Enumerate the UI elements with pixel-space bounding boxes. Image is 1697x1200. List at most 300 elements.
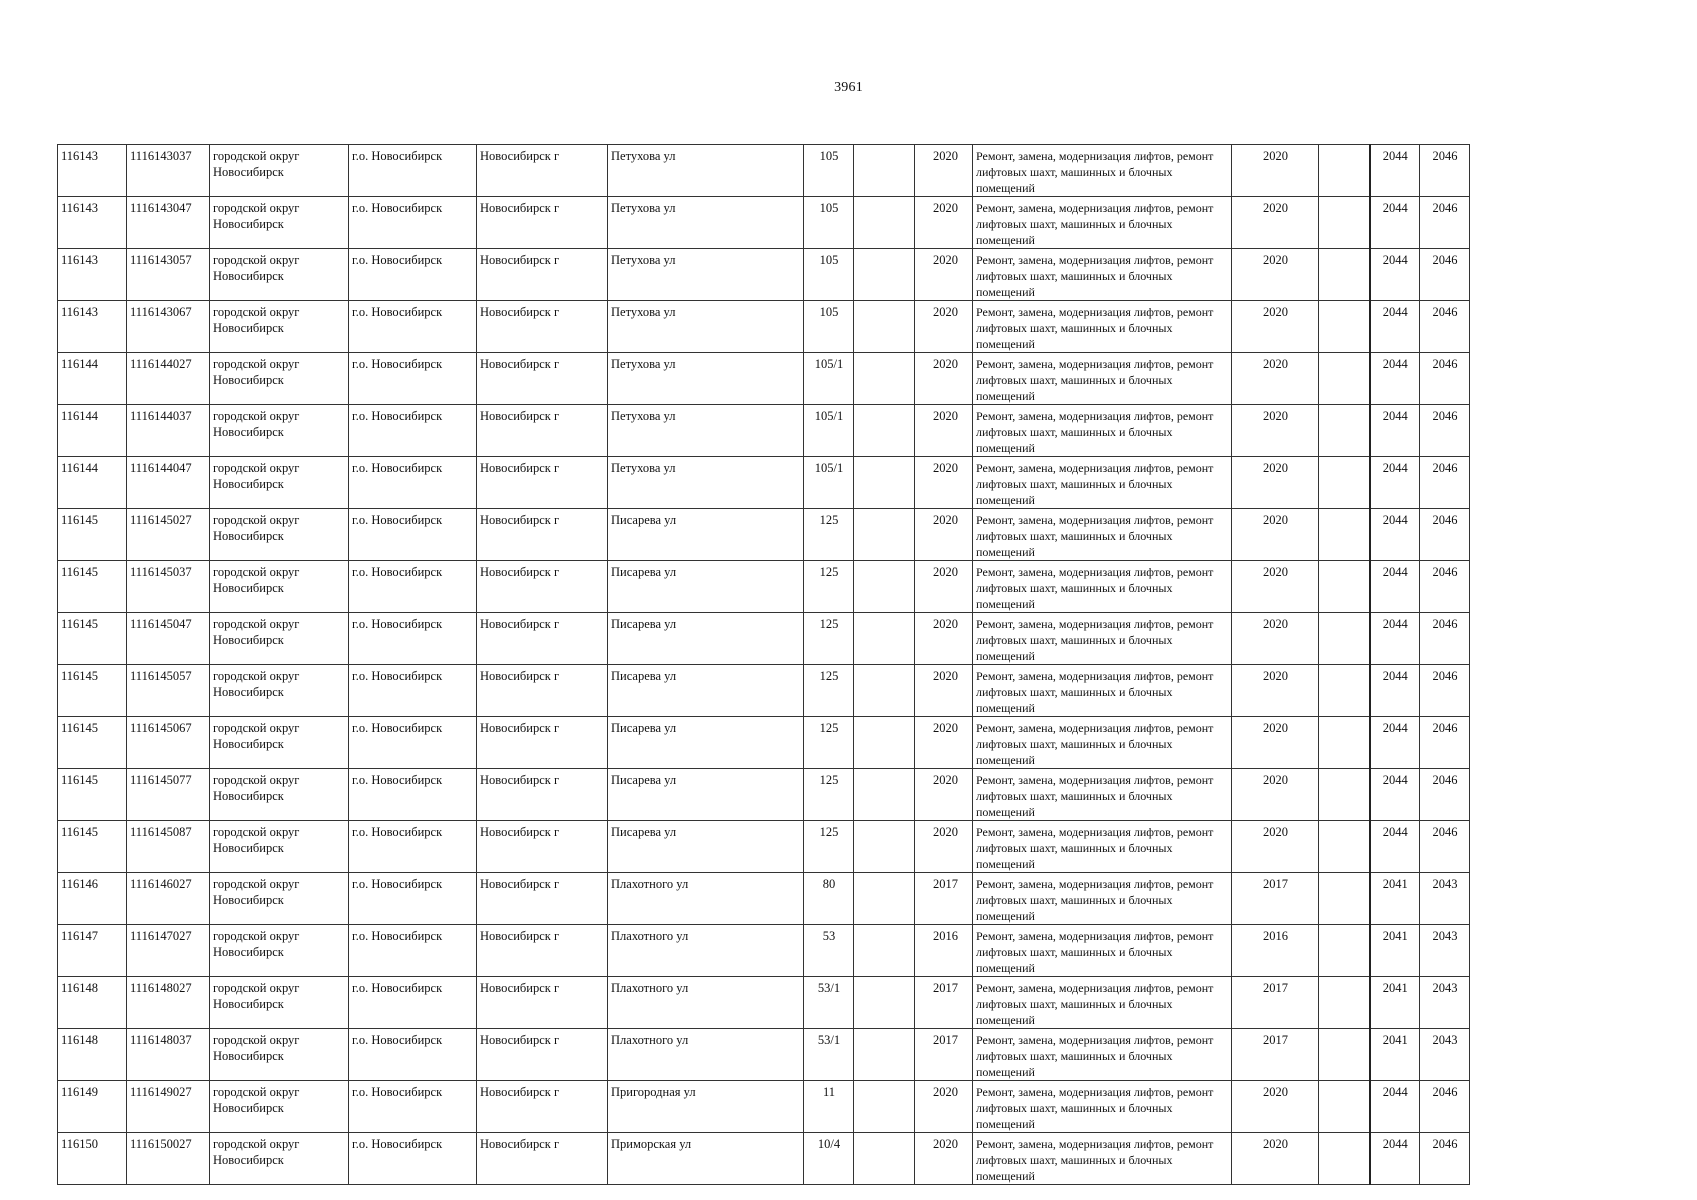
- cell-plan-from: 2044: [1370, 613, 1420, 665]
- cell-work-type: Ремонт, замена, модернизация лифтов, ремонт лифтовых шахт, машинных и блочных помещений: [973, 717, 1232, 769]
- cell-empty: [854, 925, 915, 977]
- cell-city: Новосибирск г: [477, 873, 608, 925]
- table-row: [58, 1133, 1470, 1185]
- cell-id: 116143: [58, 145, 127, 197]
- cell-empty: [1319, 301, 1370, 353]
- cell-district: городской округ Новосибирск: [210, 665, 349, 717]
- cell-year: 2020: [915, 509, 973, 561]
- cell-municipality: г.о. Новосибирск: [349, 977, 477, 1029]
- cell-plan-from: 2044: [1370, 509, 1420, 561]
- cell-municipality: г.о. Новосибирск: [349, 249, 477, 301]
- cell-plan-to: 2046: [1420, 405, 1470, 457]
- cell-year: 2017: [915, 977, 973, 1029]
- cell-street: Петухова ул: [608, 457, 804, 509]
- cell-work-year: 2020: [1232, 509, 1319, 561]
- cell-street: Писарева ул: [608, 769, 804, 821]
- cell-work-type: Ремонт, замена, модернизация лифтов, ремонт лифтовых шахт, машинных и блочных помещений: [973, 1029, 1232, 1081]
- cell-plan-from: 2044: [1370, 457, 1420, 509]
- cell-code: 1116149027: [127, 1081, 210, 1133]
- cell-city: Новосибирск г: [477, 1081, 608, 1133]
- cell-plan-to: 2046: [1420, 353, 1470, 405]
- cell-district: городской округ Новосибирск: [210, 613, 349, 665]
- cell-id: 116143: [58, 249, 127, 301]
- cell-house: 125: [804, 561, 854, 613]
- cell-empty: [854, 613, 915, 665]
- cell-empty: [1319, 925, 1370, 977]
- cell-work-year: 2017: [1232, 873, 1319, 925]
- cell-district: городской округ Новосибирск: [210, 457, 349, 509]
- cell-district: городской округ Новосибирск: [210, 249, 349, 301]
- cell-id: 116145: [58, 821, 127, 873]
- cell-house: 53/1: [804, 977, 854, 1029]
- cell-work-type: Ремонт, замена, модернизация лифтов, ремонт лифтовых шахт, машинных и блочных помещений: [973, 925, 1232, 977]
- cell-plan-to: 2046: [1420, 1081, 1470, 1133]
- cell-empty: [854, 1081, 915, 1133]
- cell-code: 1116148027: [127, 977, 210, 1029]
- cell-city: Новосибирск г: [477, 1133, 608, 1185]
- cell-work-type: Ремонт, замена, модернизация лифтов, ремонт лифтовых шахт, машинных и блочных помещений: [973, 301, 1232, 353]
- cell-plan-from: 2044: [1370, 1081, 1420, 1133]
- table-row: [58, 717, 1470, 769]
- cell-plan-to: 2046: [1420, 665, 1470, 717]
- cell-empty: [854, 197, 915, 249]
- cell-code: 1116143037: [127, 145, 210, 197]
- cell-city: Новосибирск г: [477, 249, 608, 301]
- cell-plan-from: 2044: [1370, 353, 1420, 405]
- cell-year: 2017: [915, 1029, 973, 1081]
- cell-year: 2020: [915, 145, 973, 197]
- cell-municipality: г.о. Новосибирск: [349, 925, 477, 977]
- cell-plan-to: 2046: [1420, 769, 1470, 821]
- cell-plan-from: 2044: [1370, 769, 1420, 821]
- cell-code: 1116145067: [127, 717, 210, 769]
- cell-id: 116145: [58, 665, 127, 717]
- cell-house: 125: [804, 613, 854, 665]
- cell-house: 105/1: [804, 457, 854, 509]
- cell-id: 116149: [58, 1081, 127, 1133]
- cell-work-year: 2020: [1232, 821, 1319, 873]
- cell-year: 2020: [915, 301, 973, 353]
- table-row: [58, 769, 1470, 821]
- cell-house: 105: [804, 301, 854, 353]
- table-row: [58, 873, 1470, 925]
- table-row: [58, 249, 1470, 301]
- cell-street: Писарева ул: [608, 717, 804, 769]
- cell-district: городской округ Новосибирск: [210, 405, 349, 457]
- cell-year: 2020: [915, 353, 973, 405]
- cell-work-year: 2020: [1232, 353, 1319, 405]
- cell-work-type: Ремонт, замена, модернизация лифтов, ремонт лифтовых шахт, машинных и блочных помещений: [973, 873, 1232, 925]
- cell-municipality: г.о. Новосибирск: [349, 405, 477, 457]
- table-row: [58, 353, 1470, 405]
- table-row: [58, 925, 1470, 977]
- cell-district: городской округ Новосибирск: [210, 1081, 349, 1133]
- cell-city: Новосибирск г: [477, 925, 608, 977]
- cell-empty: [1319, 717, 1370, 769]
- cell-street: Писарева ул: [608, 561, 804, 613]
- cell-empty: [854, 769, 915, 821]
- table-row: [58, 561, 1470, 613]
- cell-empty: [854, 405, 915, 457]
- cell-plan-to: 2046: [1420, 457, 1470, 509]
- table-row: [58, 457, 1470, 509]
- cell-house: 53/1: [804, 1029, 854, 1081]
- cell-plan-to: 2046: [1420, 509, 1470, 561]
- cell-work-year: 2020: [1232, 613, 1319, 665]
- table-row: [58, 821, 1470, 873]
- cell-city: Новосибирск г: [477, 509, 608, 561]
- cell-work-year: 2020: [1232, 197, 1319, 249]
- cell-empty: [854, 301, 915, 353]
- cell-plan-to: 2043: [1420, 925, 1470, 977]
- cell-street: Петухова ул: [608, 405, 804, 457]
- cell-municipality: г.о. Новосибирск: [349, 613, 477, 665]
- cell-plan-from: 2041: [1370, 1029, 1420, 1081]
- cell-district: городской округ Новосибирск: [210, 1029, 349, 1081]
- cell-city: Новосибирск г: [477, 561, 608, 613]
- table-row: [58, 405, 1470, 457]
- cell-municipality: г.о. Новосибирск: [349, 509, 477, 561]
- cell-work-type: Ремонт, замена, модернизация лифтов, ремонт лифтовых шахт, машинных и блочных помещений: [973, 613, 1232, 665]
- cell-street: Писарева ул: [608, 821, 804, 873]
- cell-code: 1116145087: [127, 821, 210, 873]
- cell-city: Новосибирск г: [477, 457, 608, 509]
- cell-year: 2020: [915, 717, 973, 769]
- cell-id: 116143: [58, 197, 127, 249]
- table-row: [58, 1029, 1470, 1081]
- cell-city: Новосибирск г: [477, 665, 608, 717]
- cell-id: 116144: [58, 353, 127, 405]
- cell-empty: [1319, 821, 1370, 873]
- cell-code: 1116145027: [127, 509, 210, 561]
- cell-work-type: Ремонт, замена, модернизация лифтов, ремонт лифтовых шахт, машинных и блочных помещений: [973, 977, 1232, 1029]
- cell-id: 116144: [58, 405, 127, 457]
- cell-empty: [1319, 561, 1370, 613]
- cell-house: 80: [804, 873, 854, 925]
- cell-municipality: г.о. Новосибирск: [349, 717, 477, 769]
- cell-city: Новосибирск г: [477, 769, 608, 821]
- cell-empty: [854, 821, 915, 873]
- cell-work-type: Ремонт, замена, модернизация лифтов, ремонт лифтовых шахт, машинных и блочных помещений: [973, 249, 1232, 301]
- cell-municipality: г.о. Новосибирск: [349, 353, 477, 405]
- cell-plan-to: 2046: [1420, 561, 1470, 613]
- cell-empty: [1319, 1133, 1370, 1185]
- cell-year: 2020: [915, 769, 973, 821]
- cell-municipality: г.о. Новосибирск: [349, 873, 477, 925]
- cell-empty: [854, 1029, 915, 1081]
- cell-work-type: Ремонт, замена, модернизация лифтов, ремонт лифтовых шахт, машинных и блочных помещений: [973, 457, 1232, 509]
- cell-street: Писарева ул: [608, 613, 804, 665]
- cell-house: 125: [804, 717, 854, 769]
- cell-plan-to: 2046: [1420, 821, 1470, 873]
- cell-plan-to: 2043: [1420, 873, 1470, 925]
- cell-municipality: г.о. Новосибирск: [349, 665, 477, 717]
- cell-district: городской округ Новосибирск: [210, 769, 349, 821]
- cell-work-type: Ремонт, замена, модернизация лифтов, ремонт лифтовых шахт, машинных и блочных помещений: [973, 197, 1232, 249]
- cell-plan-from: 2044: [1370, 301, 1420, 353]
- cell-work-year: 2017: [1232, 977, 1319, 1029]
- cell-municipality: г.о. Новосибирск: [349, 1029, 477, 1081]
- cell-street: Петухова ул: [608, 197, 804, 249]
- cell-year: 2020: [915, 1081, 973, 1133]
- cell-plan-from: 2041: [1370, 925, 1420, 977]
- cell-empty: [854, 561, 915, 613]
- cell-plan-from: 2044: [1370, 405, 1420, 457]
- cell-empty: [854, 249, 915, 301]
- cell-year: 2017: [915, 873, 973, 925]
- cell-city: Новосибирск г: [477, 353, 608, 405]
- cell-plan-to: 2046: [1420, 197, 1470, 249]
- table-row: [58, 977, 1470, 1029]
- cell-work-type: Ремонт, замена, модернизация лифтов, ремонт лифтовых шахт, машинных и блочных помещений: [973, 821, 1232, 873]
- capital-repair-table: [57, 144, 1470, 1185]
- cell-empty: [1319, 145, 1370, 197]
- cell-district: городской округ Новосибирск: [210, 717, 349, 769]
- cell-code: 1116144037: [127, 405, 210, 457]
- cell-code: 1116144047: [127, 457, 210, 509]
- cell-code: 1116145057: [127, 665, 210, 717]
- cell-empty: [854, 1133, 915, 1185]
- cell-empty: [854, 509, 915, 561]
- cell-district: городской округ Новосибирск: [210, 561, 349, 613]
- cell-municipality: г.о. Новосибирск: [349, 457, 477, 509]
- cell-empty: [1319, 1029, 1370, 1081]
- cell-work-type: Ремонт, замена, модернизация лифтов, ремонт лифтовых шахт, машинных и блочных помещений: [973, 405, 1232, 457]
- cell-work-type: Ремонт, замена, модернизация лифтов, ремонт лифтовых шахт, машинных и блочных помещений: [973, 561, 1232, 613]
- cell-plan-to: 2043: [1420, 1029, 1470, 1081]
- cell-plan-from: 2044: [1370, 1133, 1420, 1185]
- cell-empty: [854, 457, 915, 509]
- cell-city: Новосибирск г: [477, 145, 608, 197]
- cell-house: 125: [804, 509, 854, 561]
- cell-district: городской округ Новосибирск: [210, 925, 349, 977]
- cell-municipality: г.о. Новосибирск: [349, 821, 477, 873]
- cell-id: 116145: [58, 769, 127, 821]
- cell-code: 1116143057: [127, 249, 210, 301]
- cell-code: 1116145037: [127, 561, 210, 613]
- cell-id: 116143: [58, 301, 127, 353]
- cell-work-type: Ремонт, замена, модернизация лифтов, ремонт лифтовых шахт, машинных и блочных помещений: [973, 665, 1232, 717]
- cell-work-year: 2017: [1232, 1029, 1319, 1081]
- cell-house: 105: [804, 145, 854, 197]
- cell-district: городской округ Новосибирск: [210, 977, 349, 1029]
- cell-street: Пригородная ул: [608, 1081, 804, 1133]
- table-row: [58, 1081, 1470, 1133]
- cell-district: городской округ Новосибирск: [210, 821, 349, 873]
- cell-municipality: г.о. Новосибирск: [349, 1133, 477, 1185]
- cell-work-type: Ремонт, замена, модернизация лифтов, ремонт лифтовых шахт, машинных и блочных помещений: [973, 145, 1232, 197]
- table-row: [58, 301, 1470, 353]
- cell-plan-to: 2046: [1420, 717, 1470, 769]
- cell-id: 116145: [58, 717, 127, 769]
- cell-empty: [854, 873, 915, 925]
- cell-year: 2020: [915, 1133, 973, 1185]
- cell-work-year: 2020: [1232, 717, 1319, 769]
- cell-district: городской округ Новосибирск: [210, 873, 349, 925]
- cell-work-year: 2020: [1232, 405, 1319, 457]
- cell-street: Петухова ул: [608, 353, 804, 405]
- cell-year: 2020: [915, 665, 973, 717]
- table-row: [58, 197, 1470, 249]
- cell-work-year: 2020: [1232, 561, 1319, 613]
- cell-id: 116144: [58, 457, 127, 509]
- cell-municipality: г.о. Новосибирск: [349, 301, 477, 353]
- cell-house: 125: [804, 769, 854, 821]
- cell-id: 116150: [58, 1133, 127, 1185]
- page-number: 3961: [834, 80, 863, 95]
- cell-empty: [1319, 977, 1370, 1029]
- cell-street: Петухова ул: [608, 301, 804, 353]
- table-body: [58, 145, 1470, 1185]
- cell-district: городской округ Новосибирск: [210, 145, 349, 197]
- cell-empty: [1319, 665, 1370, 717]
- cell-street: Приморская ул: [608, 1133, 804, 1185]
- cell-empty: [1319, 197, 1370, 249]
- cell-id: 116146: [58, 873, 127, 925]
- table-row: [58, 613, 1470, 665]
- cell-code: 1116147027: [127, 925, 210, 977]
- cell-code: 1116145047: [127, 613, 210, 665]
- cell-empty: [1319, 405, 1370, 457]
- cell-city: Новосибирск г: [477, 613, 608, 665]
- cell-empty: [854, 145, 915, 197]
- cell-code: 1116150027: [127, 1133, 210, 1185]
- cell-year: 2020: [915, 457, 973, 509]
- cell-house: 10/4: [804, 1133, 854, 1185]
- cell-street: Петухова ул: [608, 249, 804, 301]
- cell-empty: [1319, 353, 1370, 405]
- cell-empty: [854, 717, 915, 769]
- cell-street: Плахотного ул: [608, 925, 804, 977]
- cell-year: 2020: [915, 821, 973, 873]
- cell-plan-from: 2044: [1370, 197, 1420, 249]
- cell-plan-from: 2041: [1370, 873, 1420, 925]
- cell-work-year: 2020: [1232, 769, 1319, 821]
- cell-plan-to: 2046: [1420, 145, 1470, 197]
- cell-district: городской округ Новосибирск: [210, 1133, 349, 1185]
- cell-district: городской округ Новосибирск: [210, 353, 349, 405]
- cell-id: 116145: [58, 613, 127, 665]
- cell-year: 2020: [915, 561, 973, 613]
- cell-id: 116148: [58, 1029, 127, 1081]
- cell-plan-from: 2044: [1370, 717, 1420, 769]
- cell-code: 1116145077: [127, 769, 210, 821]
- cell-street: Плахотного ул: [608, 977, 804, 1029]
- cell-year: 2020: [915, 249, 973, 301]
- cell-house: 125: [804, 665, 854, 717]
- cell-plan-to: 2046: [1420, 613, 1470, 665]
- cell-district: городской округ Новосибирск: [210, 301, 349, 353]
- cell-id: 116145: [58, 509, 127, 561]
- cell-house: 125: [804, 821, 854, 873]
- cell-city: Новосибирск г: [477, 717, 608, 769]
- cell-work-year: 2020: [1232, 665, 1319, 717]
- cell-empty: [1319, 769, 1370, 821]
- cell-plan-to: 2043: [1420, 977, 1470, 1029]
- cell-code: 1116143067: [127, 301, 210, 353]
- cell-empty: [854, 977, 915, 1029]
- cell-city: Новосибирск г: [477, 197, 608, 249]
- cell-city: Новосибирск г: [477, 977, 608, 1029]
- cell-empty: [854, 353, 915, 405]
- cell-work-year: 2020: [1232, 1133, 1319, 1185]
- cell-empty: [1319, 457, 1370, 509]
- table-row: [58, 509, 1470, 561]
- cell-house: 53: [804, 925, 854, 977]
- cell-street: Петухова ул: [608, 145, 804, 197]
- cell-municipality: г.о. Новосибирск: [349, 197, 477, 249]
- cell-code: 1116148037: [127, 1029, 210, 1081]
- cell-id: 116147: [58, 925, 127, 977]
- cell-work-type: Ремонт, замена, модернизация лифтов, ремонт лифтовых шахт, машинных и блочных помещений: [973, 1133, 1232, 1185]
- cell-city: Новосибирск г: [477, 301, 608, 353]
- cell-code: 1116146027: [127, 873, 210, 925]
- cell-street: Писарева ул: [608, 509, 804, 561]
- cell-city: Новосибирск г: [477, 405, 608, 457]
- cell-work-year: 2020: [1232, 457, 1319, 509]
- cell-code: 1116144027: [127, 353, 210, 405]
- cell-empty: [1319, 1081, 1370, 1133]
- cell-year: 2020: [915, 405, 973, 457]
- cell-district: городской округ Новосибирск: [210, 509, 349, 561]
- cell-work-type: Ремонт, замена, модернизация лифтов, ремонт лифтовых шахт, машинных и блочных помещений: [973, 769, 1232, 821]
- cell-house: 105/1: [804, 353, 854, 405]
- cell-year: 2020: [915, 613, 973, 665]
- cell-municipality: г.о. Новосибирск: [349, 145, 477, 197]
- cell-plan-from: 2044: [1370, 249, 1420, 301]
- cell-district: городской округ Новосибирск: [210, 197, 349, 249]
- cell-year: 2020: [915, 197, 973, 249]
- cell-work-year: 2020: [1232, 249, 1319, 301]
- table-row: [58, 145, 1470, 197]
- cell-code: 1116143047: [127, 197, 210, 249]
- cell-plan-from: 2044: [1370, 821, 1420, 873]
- cell-empty: [1319, 509, 1370, 561]
- cell-plan-to: 2046: [1420, 249, 1470, 301]
- cell-plan-from: 2044: [1370, 665, 1420, 717]
- cell-municipality: г.о. Новосибирск: [349, 1081, 477, 1133]
- cell-id: 116145: [58, 561, 127, 613]
- cell-empty: [854, 665, 915, 717]
- cell-plan-from: 2044: [1370, 561, 1420, 613]
- cell-work-type: Ремонт, замена, модернизация лифтов, ремонт лифтовых шахт, машинных и блочных помещений: [973, 353, 1232, 405]
- cell-work-year: 2020: [1232, 301, 1319, 353]
- cell-house: 105: [804, 197, 854, 249]
- cell-work-year: 2016: [1232, 925, 1319, 977]
- cell-street: Плахотного ул: [608, 1029, 804, 1081]
- cell-street: Писарева ул: [608, 665, 804, 717]
- cell-plan-from: 2044: [1370, 145, 1420, 197]
- cell-city: Новосибирск г: [477, 821, 608, 873]
- cell-work-type: Ремонт, замена, модернизация лифтов, ремонт лифтовых шахт, машинных и блочных помещений: [973, 1081, 1232, 1133]
- cell-empty: [1319, 613, 1370, 665]
- cell-municipality: г.о. Новосибирск: [349, 769, 477, 821]
- cell-plan-to: 2046: [1420, 1133, 1470, 1185]
- cell-empty: [1319, 873, 1370, 925]
- cell-city: Новосибирск г: [477, 1029, 608, 1081]
- cell-work-type: Ремонт, замена, модернизация лифтов, ремонт лифтовых шахт, машинных и блочных помещений: [973, 509, 1232, 561]
- table-row: [58, 665, 1470, 717]
- cell-id: 116148: [58, 977, 127, 1029]
- cell-year: 2016: [915, 925, 973, 977]
- cell-plan-from: 2041: [1370, 977, 1420, 1029]
- cell-house: 105: [804, 249, 854, 301]
- cell-work-year: 2020: [1232, 145, 1319, 197]
- cell-municipality: г.о. Новосибирск: [349, 561, 477, 613]
- cell-street: Плахотного ул: [608, 873, 804, 925]
- cell-work-year: 2020: [1232, 1081, 1319, 1133]
- cell-house: 105/1: [804, 405, 854, 457]
